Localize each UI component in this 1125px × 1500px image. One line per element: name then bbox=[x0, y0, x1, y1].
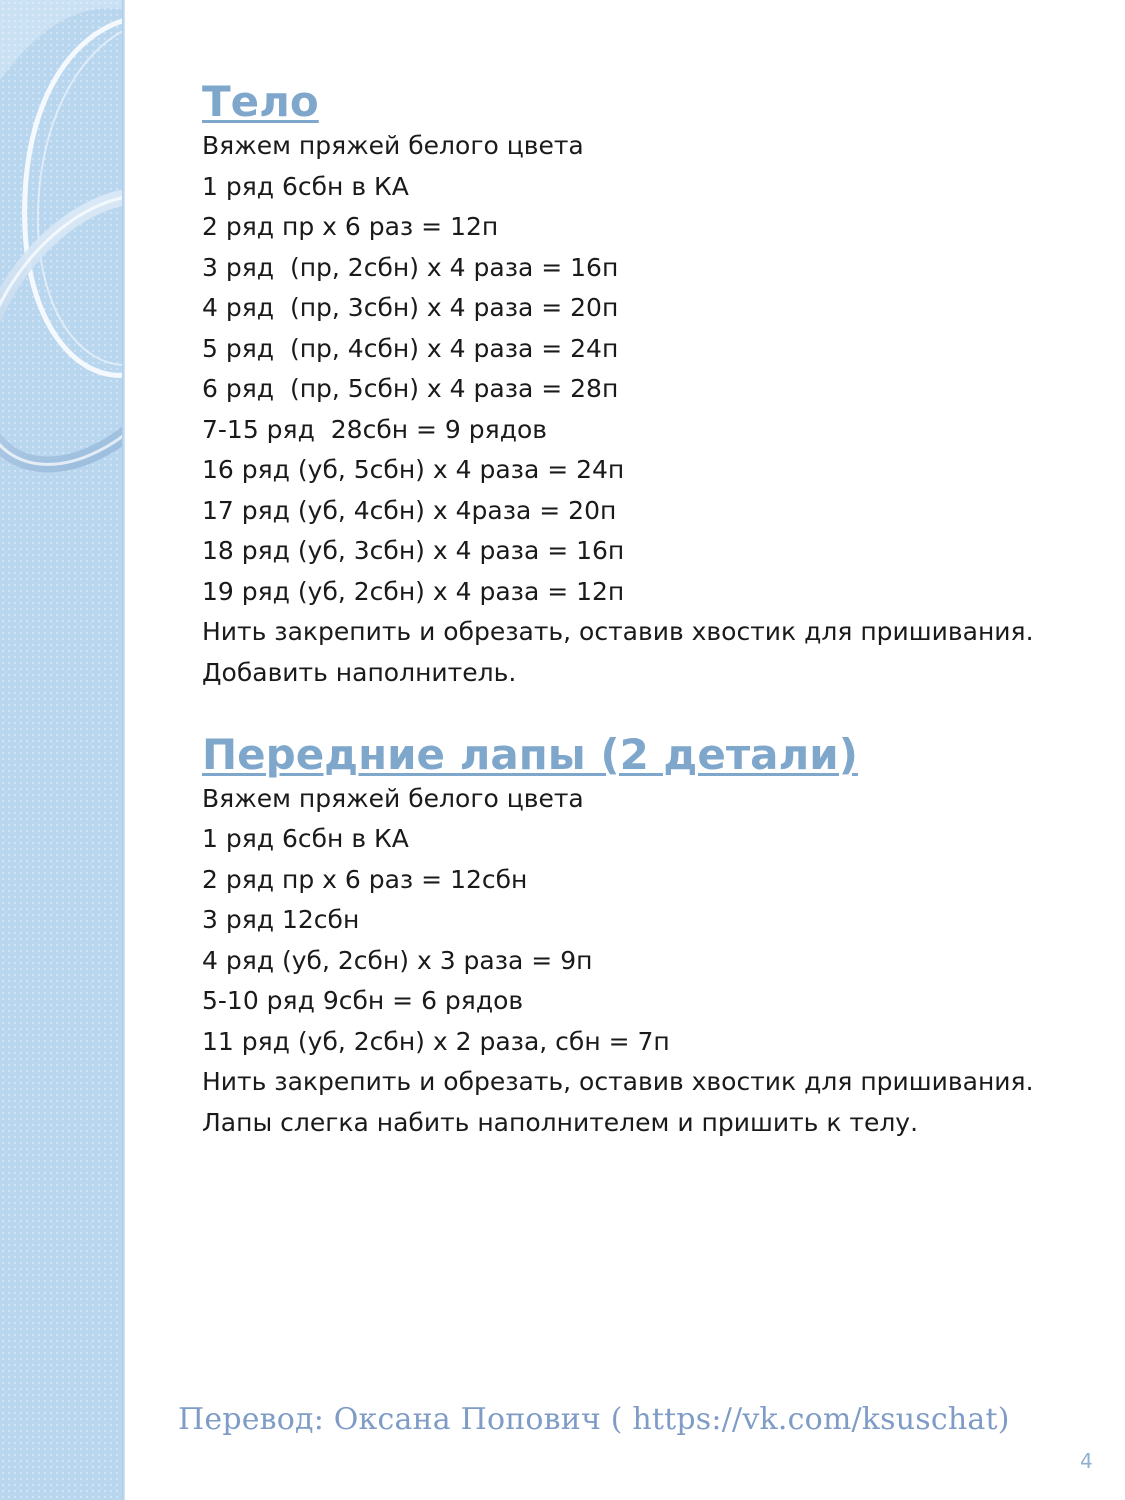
decorative-sidebar bbox=[0, 0, 125, 1500]
translation-credit: Перевод: Оксана Попович ( https://vk.com/ksuschat) bbox=[178, 1402, 1010, 1437]
instruction-line: 3 ряд 12сбн bbox=[202, 905, 360, 934]
instruction-line: Нить закрепить и обрезать, оставив хвостик для пришивания. bbox=[202, 617, 1034, 646]
sidebar-swirl-decoration bbox=[0, 0, 125, 1500]
instruction-line: 4 ряд (пр, 3сбн) х 4 раза = 20п bbox=[202, 293, 619, 322]
instruction-line: Лапы слегка набить наполнителем и пришить к телу. bbox=[202, 1107, 919, 1137]
instruction-line: 17 ряд (уб, 4сбн) х 4раза = 20п bbox=[202, 495, 617, 525]
sidebar-edge bbox=[122, 0, 125, 1500]
instruction-line: 18 ряд (уб, 3сбн) х 4 раза = 16п bbox=[202, 536, 625, 565]
instruction-line: Вяжем пряжей белого цвета bbox=[202, 783, 584, 813]
instruction-line: 4 ряд (уб, 2сбн) х 3 раза = 9п bbox=[202, 945, 593, 975]
section-title-body: Тело bbox=[202, 77, 319, 126]
page-content bbox=[202, 72, 1082, 1149]
instruction-line: Нить закрепить и обрезать, оставив хвостик для пришивания. bbox=[202, 1067, 1034, 1096]
instruction-line: 7-15 ряд 28сбн = 9 рядов bbox=[202, 414, 548, 444]
instruction-line: 11 ряд (уб, 2сбн) х 2 раза, сбн = 7п bbox=[202, 1026, 670, 1056]
instruction-line: 1 ряд 6сбн в КА bbox=[202, 171, 409, 201]
instruction-line: 1 ряд 6сбн в КА bbox=[202, 824, 409, 853]
instruction-line: 16 ряд (уб, 5сбн) х 4 раза = 24п bbox=[202, 455, 625, 484]
instruction-line: Добавить наполнитель. bbox=[202, 657, 517, 687]
instruction-line: 3 ряд (пр, 2сбн) х 4 раза = 16п bbox=[202, 252, 619, 282]
instruction-line: 6 ряд (пр, 5сбн) х 4 раза = 28п bbox=[202, 374, 619, 403]
instruction-line: Вяжем пряжей белого цвета bbox=[202, 131, 584, 160]
instruction-line: 5-10 ряд 9сбн = 6 рядов bbox=[202, 986, 524, 1015]
instruction-line: 5 ряд (пр, 4сбн) х 4 раза = 24п bbox=[202, 333, 619, 363]
section-front-paws bbox=[202, 725, 1082, 1137]
instruction-line: 2 ряд пр х 6 раз = 12сбн bbox=[202, 864, 528, 894]
page-number: 4 bbox=[1080, 1449, 1093, 1473]
instruction-line: 19 ряд (уб, 2сбн) х 4 раза = 12п bbox=[202, 576, 625, 606]
instruction-line: 2 ряд пр х 6 раз = 12п bbox=[202, 212, 499, 241]
section-body bbox=[202, 72, 1082, 687]
section-title-front-paws: Передние лапы (2 детали) bbox=[202, 729, 858, 779]
